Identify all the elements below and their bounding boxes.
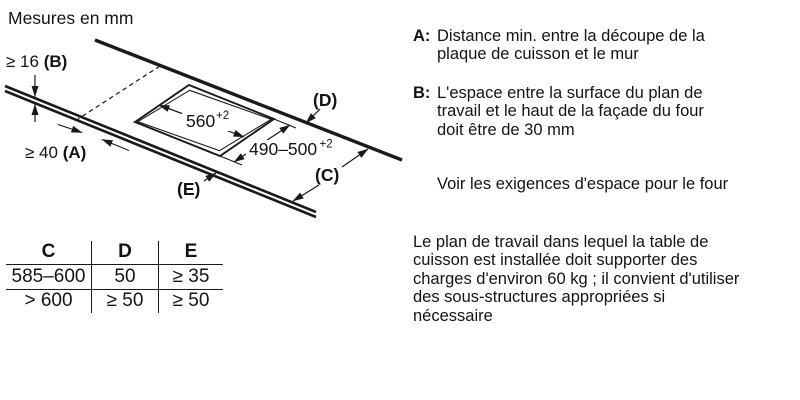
note-worktop-load-line: Le plan de travail dans lequel la table de <box>413 233 709 251</box>
installation-diagram <box>0 0 410 232</box>
table-header-d: D <box>92 241 159 264</box>
note-worktop-load-line: des sous-structures appropriées si <box>413 288 666 307</box>
dim-560-tolerance: +2 <box>216 110 230 122</box>
label-d: (D) <box>313 90 338 110</box>
label-e: (E) <box>177 179 201 199</box>
dim-490-extension-top <box>274 119 296 128</box>
note-worktop-load-line: nécessaire <box>413 306 493 325</box>
note-b-line: travail et le haut de la façade du four <box>437 102 704 121</box>
table-header-e: E <box>159 241 224 264</box>
table-header-c: C <box>6 241 92 264</box>
label-c-arrow-down <box>293 185 319 201</box>
dimension-table <box>6 241 223 313</box>
dim-560-text: 560 <box>186 111 216 131</box>
dim-490-text: 490–500 <box>249 139 318 159</box>
note-b-label: B: <box>413 84 431 102</box>
note-see-requirements: Voir les exigences d'espace pour le four <box>437 175 729 193</box>
dim-b-letter: (B) <box>43 52 68 71</box>
dim-b-value: ≥ 16 <box>6 52 44 71</box>
table-header-row <box>6 241 223 264</box>
table-cell: ≥ 50 <box>159 289 224 313</box>
dim-a-leader-right <box>102 140 129 151</box>
dim-490-extension-bottom <box>220 156 242 165</box>
label-d-arrow <box>306 109 320 123</box>
page-title: Mesures en mm <box>8 8 134 28</box>
note-worktop-load-line: charges d'environ 60 kg ; il convient d'utiliser <box>413 269 740 288</box>
table-cell: ≥ 50 <box>92 289 159 313</box>
table-row <box>6 264 223 289</box>
dim-b-label <box>6 52 67 71</box>
table-row <box>6 289 223 313</box>
note-b <box>413 84 704 139</box>
note-b-line: doit être de 30 mm <box>437 120 575 139</box>
table-cell: > 600 <box>24 290 73 312</box>
note-a <box>413 27 705 64</box>
table-cell: 585–600 <box>6 264 92 289</box>
label-c: (C) <box>315 165 340 185</box>
dim-a-letter: (A) <box>62 143 87 162</box>
table-cell: 50 <box>92 264 159 289</box>
table-cell: ≥ 35 <box>159 264 224 289</box>
note-worktop-load <box>413 233 739 325</box>
note-worktop-load-line: cuisson est installée doit supporter des <box>413 251 698 270</box>
dim-a-leader-left <box>58 125 82 133</box>
dim-a-label <box>25 143 86 162</box>
note-a-line: Distance min. entre la découpe de la <box>437 27 705 45</box>
dim-a-value: ≥ 40 <box>25 143 63 162</box>
dim-490-tolerance: +2 <box>319 138 333 151</box>
note-a-line: plaque de cuisson et le mur <box>437 45 639 64</box>
note-b-line: L'espace entre la surface du plan de <box>437 84 703 102</box>
note-a-label: A: <box>413 27 431 45</box>
label-c-arrow-up <box>342 149 368 167</box>
worktop-end-dashed-line <box>78 66 160 119</box>
